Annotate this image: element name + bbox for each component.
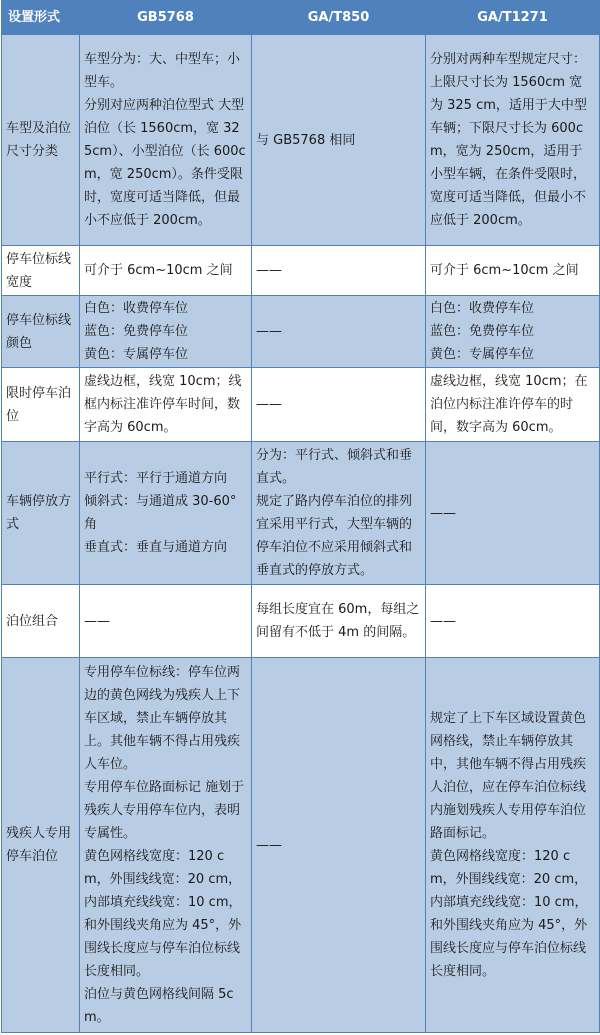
header-gat1271: GA/T1271	[426, 1, 600, 35]
row-label: 残疾人专用停车泊位	[2, 658, 80, 1033]
cell-gb5768	[80, 35, 252, 246]
cell-line: 规定了上下车区域设置黄色网格线，禁止车辆停放其中，其他车辆不得占用残疾人泊位，应在停车泊位标线内施划残疾人专用停车泊位路面标记。	[430, 711, 587, 841]
row-label: 泊位组合	[2, 585, 80, 658]
cell-line: 白色：收费停车位	[84, 301, 189, 316]
cell-gb5768	[80, 585, 252, 658]
cell-line: 分别对应两种泊位型式 大型泊位（长 1560cm，宽 325cm）、小型泊位（长 600cm，宽 250cm）。条件受限时，宽度可适当降低，但最小不应低于 200cm。	[84, 98, 246, 228]
cell-line: 黄色网格线宽度：120 cm，外围线线宽：20 cm，内部填充线线宽：10 cm，和外围线夹角应为 45°，外围线长度应与停车泊位标线长度相同。	[84, 849, 242, 979]
table-row	[2, 296, 600, 368]
table-row	[2, 585, 600, 658]
row-label: 车辆停放方式	[2, 442, 80, 585]
cell-line: ——	[256, 837, 282, 853]
cell-gat850	[252, 296, 426, 368]
cell-gat1271	[426, 658, 600, 1033]
cell-line: ——	[256, 397, 282, 412]
table-row	[2, 442, 600, 585]
header-setting-type: 设置形式	[2, 1, 80, 35]
cell-line: 可介于 6cm~10cm 之间	[430, 263, 579, 278]
cell-line: 蓝色：免费停车位	[84, 324, 189, 339]
cell-line: 规定了路内停车泊位的排列宜采用平行式，大型车辆的停车泊位不应采用倾斜式和垂直式的停放方式。	[256, 494, 413, 578]
cell-line: 分为：平行式、倾斜式和垂直式。	[256, 448, 413, 486]
cell-line: 每组长度宜在 60m，每组之间留有不低于 4m 的间隔。	[256, 602, 420, 640]
table-row	[2, 658, 600, 1033]
cell-line: ——	[430, 613, 456, 629]
cell-line: 分别对两种车型规定尺寸：上限尺寸长为 1560cm 宽为 325 cm，适用于大中型车辆；下限尺寸长为 600cm，宽为 250cm，适用于小型车辆，在条件受限时，宽度可适当降低，但最小不应低于 200cm。	[430, 52, 587, 228]
cell-line: 与 GB5768 相同	[256, 132, 356, 148]
cell-gb5768	[80, 658, 252, 1033]
cell-gat1271	[426, 296, 600, 368]
cell-line: 车型分为：大、中型车；小型车。	[84, 52, 241, 90]
cell-gat1271	[426, 368, 600, 442]
row-label: 停车位标线颜色	[2, 296, 80, 368]
cell-line: 可介于 6cm~10cm 之间	[84, 263, 233, 278]
cell-gat850	[252, 368, 426, 442]
cell-line: 黄色：专属停车位	[430, 347, 535, 362]
cell-gb5768	[80, 368, 252, 442]
cell-gat1271	[426, 585, 600, 658]
cell-line: ——	[430, 505, 456, 521]
cell-line: 平行式：平行于通道方向	[84, 471, 228, 486]
cell-gat1271	[426, 442, 600, 585]
cell-gb5768	[80, 442, 252, 585]
header-gb5768: GB5768	[80, 1, 252, 35]
header-gat850: GA/T850	[252, 1, 426, 35]
cell-line: ——	[84, 613, 110, 629]
row-label: 车型及泊位尺寸分类	[2, 35, 80, 246]
cell-line: 黄色：专属停车位	[84, 347, 189, 362]
cell-line: 白色：收费停车位	[430, 301, 535, 316]
table-row	[2, 246, 600, 296]
cell-line: 黄色网格线宽度：120 cm，外围线线宽：20 cm，内部填充线线宽：10 cm，和外围线夹角应为 45°，外围线长度应与停车泊位标线长度相同。	[430, 849, 588, 979]
cell-gat850	[252, 585, 426, 658]
row-label: 限时停车泊位	[2, 368, 80, 442]
cell-line: 泊位与黄色网格线间隔 5cm。	[84, 987, 234, 1025]
cell-line: 倾斜式：与通道成 30-60°角	[84, 494, 237, 532]
cell-gat850	[252, 35, 426, 246]
cell-gat1271	[426, 246, 600, 296]
cell-line: 蓝色：免费停车位	[430, 324, 535, 339]
table-row	[2, 368, 600, 442]
cell-line: 虚线边框，线宽 10cm；线框内标注准许停车时间，数字高为 60cm。	[84, 374, 242, 435]
cell-gat850	[252, 658, 426, 1033]
comparison-table	[1, 0, 600, 1033]
cell-line: 垂直式：垂直与通道方向	[84, 540, 228, 555]
row-label: 停车位标线宽度	[2, 246, 80, 296]
header-row	[2, 1, 600, 35]
cell-line: ——	[256, 324, 282, 339]
cell-gat850	[252, 246, 426, 296]
cell-gat1271	[426, 35, 600, 246]
cell-line: ——	[256, 263, 282, 278]
cell-gb5768	[80, 296, 252, 368]
cell-line: 虚线边框，线宽 10cm；在泊位内标注准许停车的时间，数字高为 60cm。	[430, 374, 588, 435]
cell-line: 专用停车位标线：停车位两边的黄色网线为残疾人上下车区域，禁止车辆停放其上。其他车辆不得占用残疾人车位。	[84, 665, 241, 772]
table-row	[2, 35, 600, 246]
cell-gb5768	[80, 246, 252, 296]
cell-gat850	[252, 442, 426, 585]
cell-line: 专用停车位路面标记 施划于残疾人专用停车位内，表明专属性。	[84, 780, 245, 841]
